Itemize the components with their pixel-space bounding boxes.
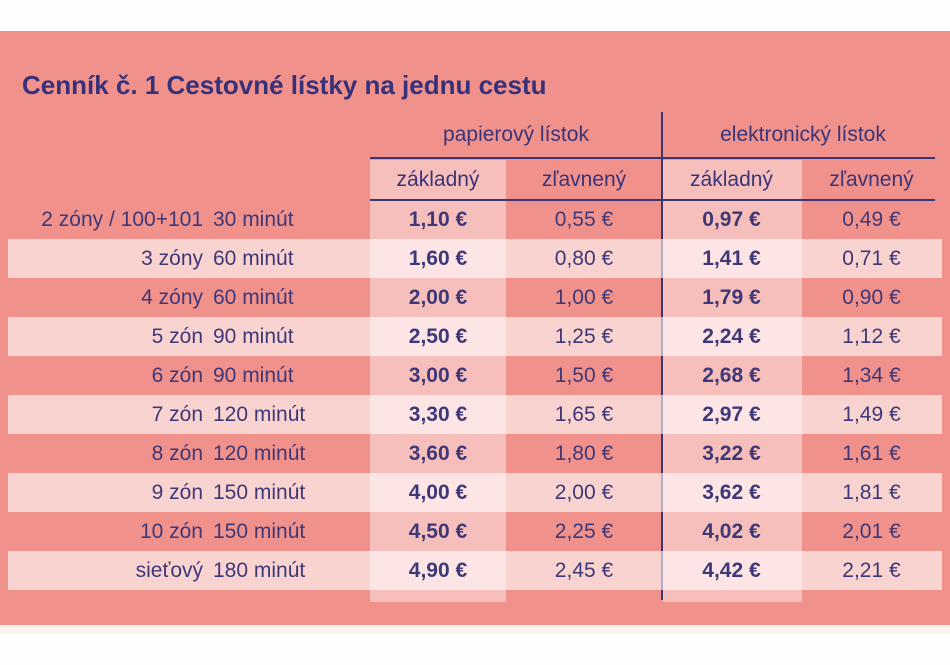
electronic-discounted-price-cell: 1,61 € <box>842 441 901 465</box>
electronic-basic-price-cell: 1,79 € <box>702 285 761 309</box>
column-group-paper-ticket: papierový lístok <box>443 123 589 146</box>
subheader-paper-basic: základný <box>396 167 480 191</box>
header-underline <box>370 157 935 159</box>
duration-cell: 180 minút <box>213 558 306 582</box>
electronic-basic-price-cell: 4,02 € <box>702 519 761 543</box>
subheader-paper-discounted: zľavnený <box>541 167 627 191</box>
paper-basic-price-cell: 3,60 € <box>408 441 468 465</box>
paper-basic-price-cell: 1,10 € <box>408 207 468 231</box>
electronic-basic-price-cell: 3,22 € <box>702 441 761 465</box>
zone-cell: 4 zóny <box>141 285 203 309</box>
subheader-electronic-basic: základný <box>690 167 773 191</box>
subheader-electronic-discounted: zľavnený <box>829 167 914 191</box>
zone-cell: 10 zón <box>139 519 203 543</box>
paper-basic-price-cell: 2,00 € <box>408 285 468 309</box>
electronic-basic-price-cell: 2,97 € <box>702 402 761 426</box>
paper-discounted-price-cell: 1,00 € <box>554 285 614 309</box>
table-row <box>8 200 942 239</box>
paper-discounted-price-cell: 0,55 € <box>554 207 614 231</box>
table-row <box>8 434 942 473</box>
table-row <box>8 278 942 317</box>
paper-discounted-price-cell: 1,65 € <box>554 402 614 426</box>
paper-discounted-price-cell: 1,50 € <box>554 363 614 387</box>
table-row <box>8 473 942 512</box>
table-row <box>8 356 942 395</box>
zone-cell: 9 zón <box>151 480 203 504</box>
zone-cell: 2 zóny / 100+101 <box>41 207 203 231</box>
page-title: Cenník č. 1 Cestovné lístky na jednu cestu <box>22 70 547 101</box>
zone-cell: 3 zóny <box>141 246 203 270</box>
table-row <box>8 512 942 551</box>
zone-cell: 5 zón <box>151 324 203 348</box>
zone-cell: 8 zón <box>151 441 203 465</box>
paper-basic-price-cell: 4,90 € <box>408 558 468 582</box>
duration-cell: 30 minút <box>213 207 294 231</box>
paper-basic-price-cell: 2,50 € <box>408 324 468 348</box>
paper-discounted-price-cell: 2,25 € <box>554 519 614 543</box>
table-row <box>8 395 942 434</box>
subheader-row <box>8 160 942 199</box>
paper-discounted-price-cell: 2,00 € <box>554 480 614 504</box>
duration-cell: 90 minút <box>213 363 294 387</box>
electronic-discounted-price-cell: 1,49 € <box>842 402 901 426</box>
electronic-discounted-price-cell: 0,49 € <box>842 207 901 231</box>
electronic-discounted-price-cell: 1,34 € <box>842 363 901 387</box>
electronic-discounted-price-cell: 1,81 € <box>842 480 901 504</box>
table-row <box>8 239 942 278</box>
electronic-discounted-price-cell: 0,71 € <box>842 246 901 270</box>
duration-cell: 120 minút <box>213 402 306 426</box>
paper-discounted-price-cell: 1,25 € <box>554 324 614 348</box>
duration-cell: 90 minút <box>213 324 294 348</box>
column-group-electronic-ticket: elektronický lístok <box>720 123 886 146</box>
zone-cell: 7 zón <box>151 402 203 426</box>
electronic-discounted-price-cell: 2,01 € <box>842 519 901 543</box>
duration-cell: 150 minút <box>213 480 306 504</box>
electronic-discounted-price-cell: 1,12 € <box>842 324 901 348</box>
paper-basic-price-cell: 3,00 € <box>408 363 468 387</box>
paper-basic-price-cell: 4,00 € <box>408 480 468 504</box>
zone-cell: sieťový <box>135 558 203 582</box>
duration-cell: 150 minút <box>213 519 306 543</box>
price-list-board <box>0 31 950 625</box>
duration-cell: 60 minút <box>213 246 294 270</box>
duration-cell: 60 minút <box>213 285 294 309</box>
paper-basic-price-cell: 4,50 € <box>408 519 468 543</box>
electronic-basic-price-cell: 2,24 € <box>702 324 761 348</box>
bottom-margin <box>0 625 950 634</box>
electronic-basic-price-cell: 4,42 € <box>702 558 761 582</box>
electronic-discounted-price-cell: 0,90 € <box>842 285 901 309</box>
paper-discounted-price-cell: 0,80 € <box>554 246 614 270</box>
electronic-basic-price-cell: 3,62 € <box>702 480 761 504</box>
table-row <box>8 317 942 356</box>
paper-discounted-price-cell: 1,80 € <box>554 441 614 465</box>
paper-basic-price-cell: 3,30 € <box>408 402 468 426</box>
paper-basic-price-cell: 1,60 € <box>408 246 468 270</box>
electronic-basic-price-cell: 2,68 € <box>702 363 761 387</box>
zone-cell: 6 zón <box>151 363 203 387</box>
electronic-basic-price-cell: 0,97 € <box>702 207 761 231</box>
table-row <box>8 551 942 590</box>
paper-discounted-price-cell: 2,45 € <box>554 558 614 582</box>
table-body <box>8 200 942 590</box>
electronic-basic-price-cell: 1,41 € <box>702 246 761 270</box>
electronic-discounted-price-cell: 2,21 € <box>842 558 901 582</box>
duration-cell: 120 minút <box>213 441 306 465</box>
